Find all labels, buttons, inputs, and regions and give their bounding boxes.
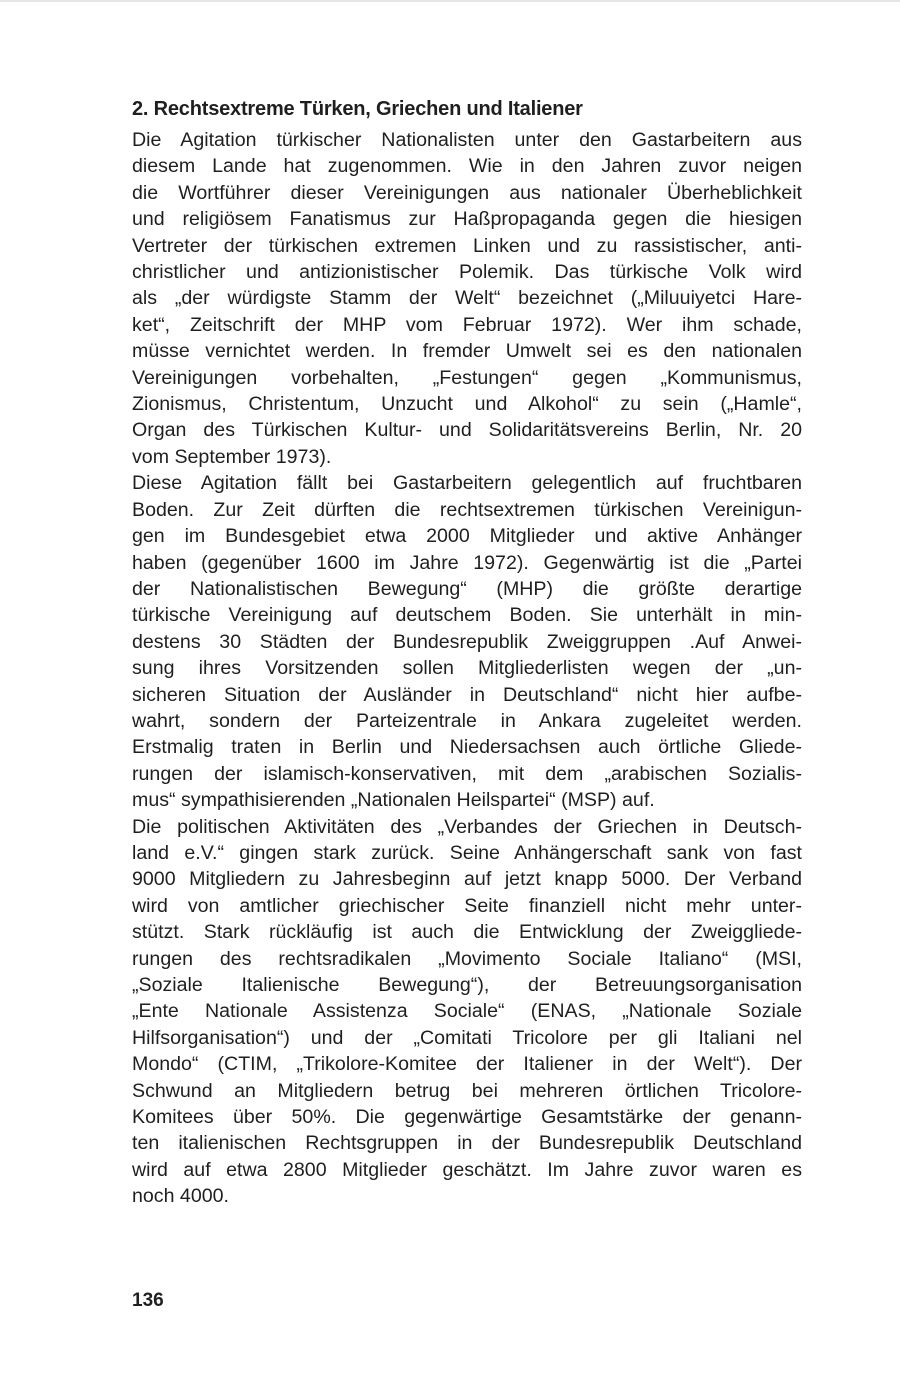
text-line: und religiösem Fanatismus zur Haßpropaganda gegen die hiesigen bbox=[132, 208, 802, 231]
text-line: als „der würdigste Stamm der Welt“ bezeichnet („Miluuiyetci Hare- bbox=[132, 287, 802, 310]
text-line: türkische Vereinigung auf deutschem Boden. Sie unterhält in min- bbox=[132, 604, 802, 627]
paragraph-greek-italian-groups bbox=[132, 814, 802, 1210]
text-line: Erstmalig traten in Berlin und Niedersachsen auch örtliche Gliede- bbox=[132, 736, 802, 759]
text-line: rungen der islamisch-konservativen, mit dem „arabischen Sozialis- bbox=[132, 762, 802, 785]
text-line: Vereinigungen vorbehalten, „Festungen“ gegen „Kommunismus, bbox=[132, 366, 802, 389]
text-line: die Wortführer dieser Vereinigungen aus nationaler Überheblichkeit bbox=[132, 181, 802, 204]
text-line: 9000 Mitgliedern zu Jahresbeginn auf jetzt knapp 5000. Der Verband bbox=[132, 868, 802, 891]
text-line: sicheren Situation der Ausländer in Deutschland“ nicht hier aufbe- bbox=[132, 683, 802, 706]
page-number: 136 bbox=[132, 1290, 164, 1311]
text-line: Komitees über 50%. Die gegenwärtige Gesamtstärke der genann- bbox=[132, 1106, 802, 1129]
section-heading: 2. Rechtsextreme Türken, Griechen und Italiener bbox=[132, 98, 583, 120]
text-line: ket“, Zeitschrift der MHP vom Februar 1972). Wer ihm schade, bbox=[132, 313, 802, 336]
text-line: Zionismus, Christentum, Unzucht und Alkohol“ zu sein („Hamle“, bbox=[132, 393, 802, 416]
text-line: ten italienischen Rechtsgruppen in der Bundesrepublik Deutschland bbox=[132, 1132, 802, 1155]
text-line: sung ihres Vorsitzenden sollen Mitgliederlisten wegen der „un- bbox=[132, 657, 802, 680]
text-line: „Ente Nationale Assistenza Sociale“ (ENAS, „Nationale Soziale bbox=[132, 1000, 802, 1023]
text-line: rungen des rechtsradikalen „Movimento Sociale Italiano“ (MSI, bbox=[132, 947, 802, 970]
text-line: vom September 1973). bbox=[132, 445, 332, 468]
text-line: Schwund an Mitgliedern betrug bei mehreren örtlichen Tricolore- bbox=[132, 1079, 802, 1102]
text-line: Die politischen Aktivitäten des „Verbandes der Griechen in Deutsch- bbox=[132, 815, 802, 838]
page-edge bbox=[0, 0, 900, 2]
text-line: Mondo“ (CTIM, „Trikolore-Komitee der Italiener in der Welt“). Der bbox=[132, 1053, 802, 1076]
text-line: diesem Lande hat zugenommen. Wie in den Jahren zuvor neigen bbox=[132, 155, 802, 178]
text-line: Die Agitation türkischer Nationalisten unter den Gastarbeitern aus bbox=[132, 129, 802, 151]
text-line: christlicher und antizionistischer Polemik. Das türkische Volk wird bbox=[132, 261, 802, 284]
text-line: mus“ sympathisierenden „Nationalen Heilspartei“ (MSP) auf. bbox=[132, 789, 655, 812]
text-line: stützt. Stark rückläufig ist auch die Entwicklung der Zweiggliede- bbox=[132, 921, 802, 944]
text-line: gen im Bundesgebiet etwa 2000 Mitglieder und aktive Anhänger bbox=[132, 525, 802, 548]
text-line: destens 30 Städten der Bundesrepublik Zweiggruppen .Auf Anwei- bbox=[132, 630, 802, 653]
text-line: wird von amtlicher griechischer Seite finanziell nicht mehr unter- bbox=[132, 894, 802, 917]
text-line: Organ des Türkischen Kultur- und Solidaritätsvereins Berlin, Nr. 20 bbox=[132, 419, 802, 442]
text-line: wahrt, sondern der Parteizentrale in Ankara zugeleitet werden. bbox=[132, 709, 802, 732]
text-line: land e.V.“ gingen stark zurück. Seine Anhängerschaft sank von fast bbox=[132, 841, 802, 864]
text-line: noch 4000. bbox=[132, 1185, 229, 1208]
paragraph-mhp-membership bbox=[132, 470, 802, 813]
text-line: Boden. Zur Zeit dürften die rechtsextremen türkischen Vereinigun- bbox=[132, 498, 802, 521]
paragraph-turkish-agitation bbox=[132, 127, 802, 470]
document-page bbox=[132, 95, 802, 1210]
text-line: haben (gegenüber 1600 im Jahre 1972). Gegenwärtig ist die „Partei bbox=[132, 551, 802, 574]
text-line: wird auf etwa 2800 Mitglieder geschätzt. Im Jahre zuvor waren es bbox=[132, 1158, 802, 1181]
text-line: Diese Agitation fällt bei Gastarbeitern gelegentlich auf fruchtbaren bbox=[132, 472, 802, 495]
text-line: Hilfsorganisation“) und der „Comitati Tricolore per gli Italiani nel bbox=[132, 1026, 802, 1049]
text-line: „Soziale Italienische Bewegung“), der Betreuungsorganisation bbox=[132, 974, 802, 996]
text-line: müsse vernichtet werden. In fremder Umwelt sei es den nationalen bbox=[132, 340, 802, 363]
text-line: der Nationalistischen Bewegung“ (MHP) die größte derartige bbox=[132, 577, 802, 600]
text-line: Vertreter der türkischen extremen Linken und zu rassistischer, anti- bbox=[132, 234, 802, 257]
